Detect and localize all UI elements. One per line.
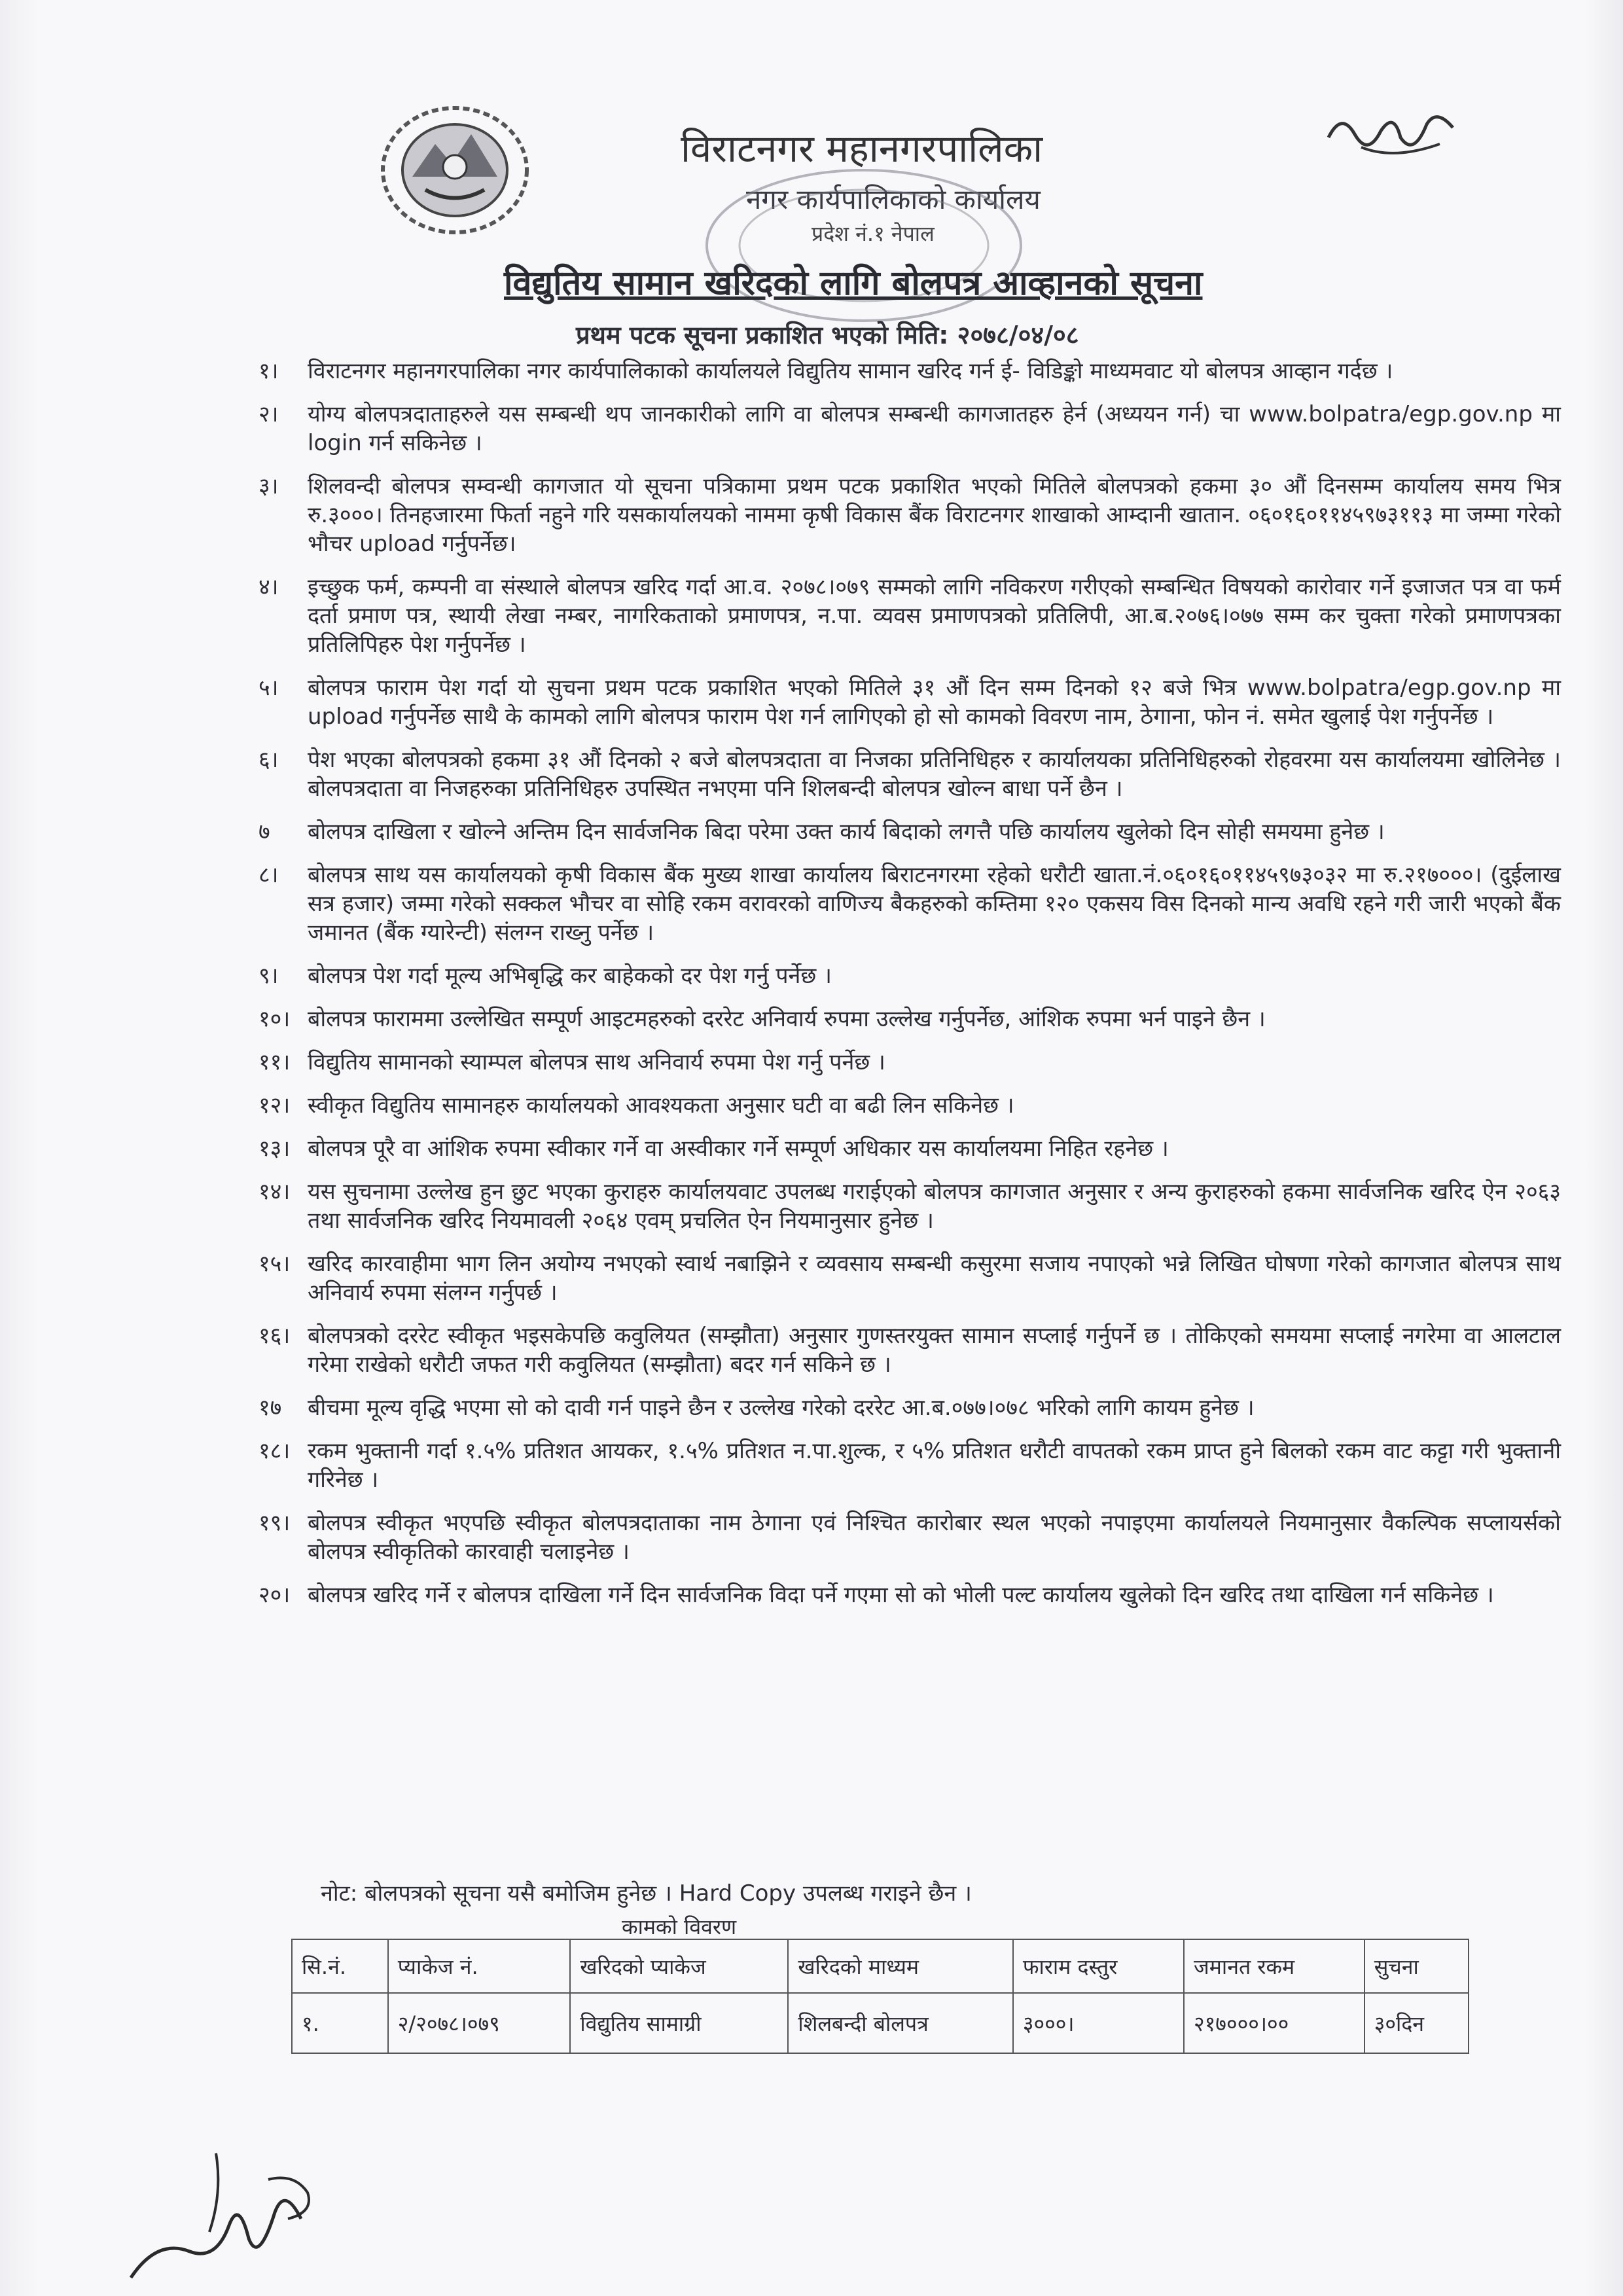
- header-serial: सि.नं.: [292, 1939, 388, 1993]
- clause-text: इच्छुक फर्म, कम्पनी वा संस्थाले बोलपत्र खरिद गर्दा आ.व. २०७८।०७९ सम्मको लागि नविकरण गरीएको सम्बन्धित विषयको कारोवार गर्ने इजाजत पत्र वा फर्म दर्ता प्रमाण पत्र, स्थायी लेखा नम्बर, नागरिकताको प्रमाणपत्र, न.पा. व्यवस प्रमाणपत्रको प्रतिलिपी, आ.ब.२०७६।०७७ सम्म कर चुक्ता गरेको प्रमाणपत्रका प्रतिलिपिहरु पेश गर्नुपर्नेछ ।: [308, 574, 1561, 658]
- clause-text: बीचमा मूल्य वृद्धि भएमा सो को दावी गर्न पाइने छैन र उल्लेख गरेको दररेट आ.ब.०७७।०७८ भरिको लागि कायम हुनेछ ।: [308, 1395, 1255, 1421]
- table-cell: २१७०००।००: [1184, 1993, 1364, 2053]
- work-details-title: कामको विवरण: [622, 1914, 737, 1939]
- clause-item: [259, 573, 1561, 659]
- clause-item: [259, 400, 1561, 457]
- clause-number: १२।: [259, 1092, 291, 1119]
- office-stamp-icon: [694, 160, 1034, 331]
- clause-text: शिलवन्दी बोलपत्र सम्वन्धी कागजात यो सूचना पत्रिकामा प्रथम पटक प्रकाशित भएको मितिले बोलपत्रको हकमा ३० औं दिनसम्म कार्यालय समय भित्र रु.३०००। तिनहजारमा फिर्ता नहुने गरि यसकार्यालयको नाममा कृषी विकास बैंक विराटनगर शाखाको आम्दानी खातान. ०६०१६०११४५९७३११३ मा जम्मा गरेको भौचर upload गर्नुपर्नेछ।: [308, 473, 1561, 557]
- clause-number: १५।: [259, 1251, 291, 1277]
- table-cell: ३०००।: [1013, 1993, 1184, 2053]
- clause-text: बोलपत्र साथ यस कार्यालयको कृषी विकास बैंक मुख्य शाखा कार्यालय बिराटनगरमा रहेको धरौटी खाता.नं.०६०१६०११४५९७३०३२ मा रु.२१७०००। (दुईलाख सत्र हजार) जम्मा गरेको सक्कल भौचर वा सोहि रकम वरावरको वाणिज्य बैकहरुको कम्तिमा १२० एकसय विस दिनको मान्य अवधि रहने गरी जारी भएको बैंक जमानत (बैंक ग्यारेन्टी) संलग्न राख्नु पर्नेछ ।: [308, 862, 1561, 946]
- clause-text: बोलपत्र दाखिला र खोल्ने अन्तिम दिन सार्वजनिक बिदा परेमा उक्त कार्य बिदाको लगत्तै पछि कार्यालय खुलेको दिन सोही समयमा हुनेछ ।: [308, 819, 1385, 845]
- clause-item: [259, 357, 1561, 386]
- clause-text: बोलपत्र स्वीकृत भएपछि स्वीकृत बोलपत्रदाताका नाम ठेगाना एवं निश्चित कारोबार स्थल भएको नपाइएमा कार्यालयले नियमानुसार वैकल्पिक सप्लायर्सको बोलपत्र स्वीकृतिको कारवाही चलाइनेछ ।: [308, 1510, 1561, 1565]
- clause-text: खरिद कारवाहीमा भाग लिन अयोग्य नभएको स्वार्थ नबाझिने र व्यवसाय सम्बन्धी कसुरमा सजाय नपाएको भन्ने लिखित घोषणा गरेको कागजात बोलपत्र साथ अनिवार्य रुपमा संलग्न गर्नुपर्छ ।: [308, 1251, 1561, 1306]
- letterhead: [0, 0, 1623, 367]
- table-header-row: [292, 1939, 1469, 1993]
- signature-icon: [118, 2140, 334, 2291]
- clause-text: बोलपत्र खरिद गर्ने र बोलपत्र दाखिला गर्ने दिन सार्वजनिक विदा पर्ने गएमा सो को भोली पल्ट कार्यालय खुलेको दिन खरिद तथा दाखिला गर्न सकिनेछ ।: [308, 1582, 1494, 1608]
- note-text: नोट: बोलपत्रको सूचना यसै बमोजिम हुनेछ । Hard Copy उपलब्ध गराइने छैन ।: [321, 1880, 972, 1907]
- clause-number: १३।: [259, 1136, 291, 1162]
- clause-number: १९।: [259, 1510, 291, 1536]
- table-cell: ३०दिन: [1364, 1993, 1469, 2053]
- header-package-no: प्याकेज नं.: [388, 1939, 571, 1993]
- clause-item: [259, 472, 1561, 558]
- clause-text: बोलपत्र फाराममा उल्लेखित सम्पूर्ण आइटमहरुको दररेट अनिवार्य रुपमा उल्लेख गर्नुपर्नेछ, आंशिक रुपमा भर्न पाइने छैन ।: [308, 1006, 1266, 1032]
- table-cell: विद्युतिय सामाग्री: [570, 1993, 788, 2053]
- clause-number: ३।: [259, 473, 279, 499]
- clause-number: ८।: [259, 862, 279, 888]
- clause-text: यस सुचनामा उल्लेख हुन छुट भएका कुराहरु कार्यालयवाट उपलब्ध गराईएको बोलपत्र कागजात अनुसार र अन्य कुराहरुको हकमा सार्वजनिक खरिद ऐन २०६३ तथा सार्वजनिक खरिद नियमावली २०६४ एवम् प्रचलित ऐन नियमानुसार हुनेछ ।: [308, 1179, 1561, 1234]
- clause-item: [259, 1048, 1561, 1077]
- clause-number: २।: [259, 401, 279, 427]
- table-cell: शिलबन्दी बोलपत्र: [788, 1993, 1013, 2053]
- clause-text: बोलपत्र पूरै वा आंशिक रुपमा स्वीकार गर्ने वा अस्वीकार गर्ने सम्पूर्ण अधिकार यस कार्यालयमा निहित रहनेछ ।: [308, 1136, 1169, 1162]
- clause-text: पेश भएका बोलपत्रको हकमा ३१ औं दिनको २ बजे बोलपत्रदाता वा निजका प्रतिनिधिहरु र कार्यालयका प्रतिनिधिहरुको रोहवरमा यस कार्यालयमा खोलिनेछ । बोलपत्रदाता वा निजहरुका प्रतिनिधिहरु उपस्थित नभएमा पनि शिलबन्दी बोलपत्र खोल्न बाधा पर्ने छैन ।: [308, 747, 1561, 802]
- clause-number: १०।: [259, 1006, 291, 1032]
- clause-item: [259, 745, 1561, 803]
- handwritten-initials-icon: [1322, 98, 1466, 170]
- clause-item: [259, 1509, 1561, 1566]
- notice-title: विद्युतिय सामान खरिदको लागि बोलपत्र आव्हानको सूचना: [504, 264, 1203, 303]
- clause-number: १८।: [259, 1438, 291, 1464]
- table-cell: १.: [292, 1993, 388, 2053]
- clause-item: [259, 961, 1561, 990]
- clause-text: स्वीकृत विद्युतिय सामानहरु कार्यालयको आवश्यकता अनुसार घटी वा बढी लिन सकिनेछ ।: [308, 1092, 1014, 1119]
- clause-text: बोलपत्र पेश गर्दा मूल्य अभिबृद्धि कर बाहेकको दर पेश गर्नु पर्नेछ ।: [308, 963, 832, 989]
- clause-item: [259, 1091, 1561, 1120]
- clause-item: [259, 1321, 1561, 1379]
- work-details-table: [291, 1939, 1469, 2054]
- clause-text: बोलपत्रको दररेट स्वीकृत भइसकेपछि कवुलियत (सम्झौता) अनुसार गुणस्तरयुक्त सामान सप्लाई गर्नुपर्ने छ । तोकिएको समयमा सप्लाई नगरेमा वा आलटाल गरेमा राखेको धरौटी जफत गरी कवुलियत (सम्झौता) बदर गर्न सकिने छ ।: [308, 1323, 1561, 1378]
- clause-number: ९।: [259, 963, 279, 989]
- clause-text: विराटनगर महानगरपालिका नगर कार्यपालिकाको कार्यालयले विद्युतिय सामान खरिद गर्न ई- विडिङ्को माध्यमवाट यो बोलपत्र आव्हान गर्दछ ।: [308, 358, 1393, 384]
- clause-item: [259, 861, 1561, 947]
- header-security-amount: जमानत रकम: [1184, 1939, 1364, 1993]
- office-address: प्रदेश नं.१ नेपाल: [812, 221, 935, 246]
- government-emblem-icon: [373, 98, 537, 242]
- organization-name: विराटनगर महानगरपालिका: [681, 126, 1043, 171]
- table-cell: २/२०७८।०७९: [388, 1993, 571, 2053]
- table-row: [292, 1993, 1469, 2053]
- header-method: खरिदको माध्यम: [788, 1939, 1013, 1993]
- header-package: खरिदको प्याकेज: [570, 1939, 788, 1993]
- clause-text: विद्युतिय सामानको स्याम्पल बोलपत्र साथ अनिवार्य रुपमा पेश गर्नु पर्नेछ ।: [308, 1049, 885, 1075]
- clause-number: २०।: [259, 1582, 291, 1608]
- clause-number: ६।: [259, 747, 279, 773]
- clause-item: [259, 1581, 1561, 1609]
- clause-number: १४।: [259, 1179, 291, 1205]
- clause-item: [259, 1177, 1561, 1235]
- clause-number: ४।: [259, 574, 279, 600]
- clause-item: [259, 1249, 1561, 1307]
- clause-item: [259, 1437, 1561, 1494]
- clause-number: १।: [259, 358, 279, 384]
- clause-text: बोलपत्र फाराम पेश गर्दा यो सुचना प्रथम पटक प्रकाशित भएको मितिले ३१ औं दिन सम्म दिनको १२ बजे भित्र www.bolpatra/egp.gov.np मा upload गर्नुपर्नेछ साथै के कामको लागि बोलपत्र फाराम पेश गर्न लागिएको हो सो कामको विवरण नाम, ठेगाना, फोन नं. समेत खुलाई पेश गर्नुपर्नेछ ।: [308, 675, 1561, 730]
- clause-number: १७: [259, 1395, 282, 1421]
- header-form-fee: फाराम दस्तुर: [1013, 1939, 1184, 1993]
- header-notice: सुचना: [1364, 1939, 1469, 1993]
- clause-item: [259, 1134, 1561, 1163]
- clause-number: ११।: [259, 1049, 291, 1075]
- clause-item: [259, 673, 1561, 731]
- clause-number: ७: [259, 819, 270, 845]
- first-publication-date: प्रथम पटक सूचना प्रकाशित भएको मिति: २०७८/०४/०८: [576, 321, 1079, 350]
- clause-text: रकम भुक्तानी गर्दा १.५% प्रतिशत आयकर, १.५% प्रतिशत न.पा.शुल्क, र ५% प्रतिशत धरौटी वापतको रकम प्राप्त हुने बिलको रकम वाट कट्टा गरी भुक्तानी गरिनेछ ।: [308, 1438, 1561, 1493]
- clause-number: ५।: [259, 675, 279, 701]
- clause-number: १६।: [259, 1323, 291, 1349]
- clause-item: [259, 1393, 1561, 1422]
- clause-text: योग्य बोलपत्रदाताहरुले यस सम्बन्धी थप जानकारीको लागि वा बोलपत्र सम्बन्धी कागजातहरु हेर्न (अध्ययन गर्न) चा www.bolpatra/egp.gov.np मा login गर्न सकिनेछ ।: [308, 401, 1561, 456]
- notice-clauses: [259, 357, 1561, 1624]
- clause-item: [259, 1005, 1561, 1033]
- clause-item: [259, 817, 1561, 846]
- office-name: नगर कार्यपालिकाको कार्यालय: [746, 183, 1041, 215]
